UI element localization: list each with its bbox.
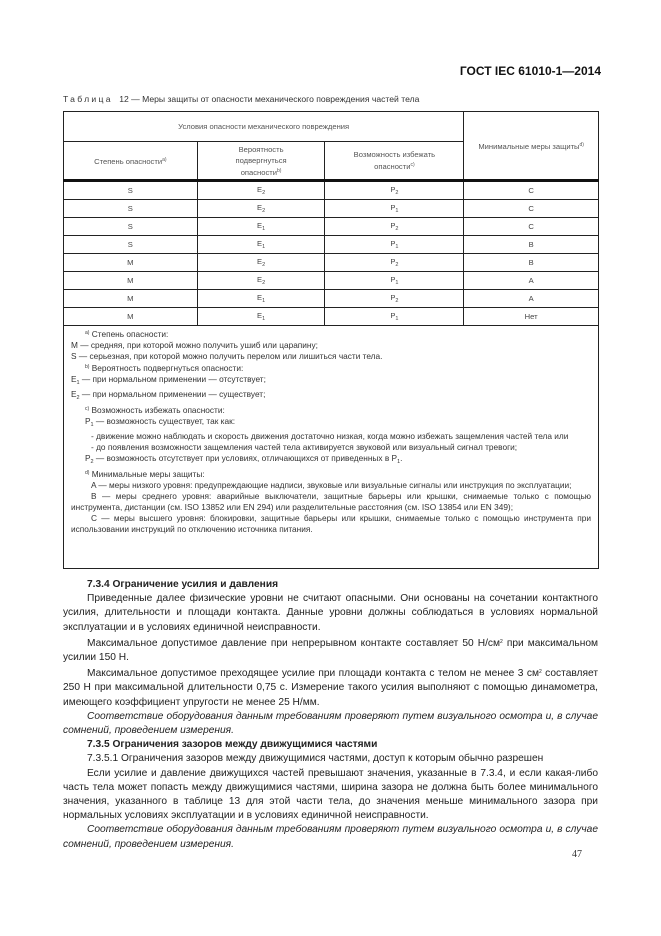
section-heading-7-3-5: 7.3.5 Ограничения зазоров между движущимися частями: [87, 739, 378, 751]
cell-exposure: $E_1$: [197, 290, 325, 308]
cell-measure: C: [464, 181, 599, 200]
table-row: [64, 236, 599, 254]
cell-exposure: $E_1$: [197, 218, 325, 236]
cell-exposure: $E_1$: [197, 236, 325, 254]
column-header-exposure: Вероятность подвергнуться опасности$^{b)}$: [197, 142, 325, 181]
paragraph: Если усилие и давление движущихся частей превышают значения, указанные в 7.3.4, и если какая-либо часть тела может попасть между движущимися частями, ширина зазора не должна быть более минимального значения, указанного в таблице 13 для этой части тела, до значения меньше минимального зазора при нормальных условиях эксплуатации и в условиях единичной неисправности.: [63, 767, 598, 822]
page-number: 47: [572, 849, 582, 860]
table-caption-prefix: Таблица: [63, 94, 113, 104]
table-row: [64, 181, 599, 200]
cell-avoidance: $P_2$: [325, 254, 464, 272]
cell-measure: A: [464, 272, 599, 290]
cell-avoidance: $P_2$: [325, 218, 464, 236]
note-c-p1: $P_1$ — возможность существует, так как:: [85, 416, 236, 428]
document-standard-code: ГОСТ IEC 61010-1—2014: [459, 64, 601, 78]
group-header: Условия опасности механического повреждения: [64, 112, 464, 142]
cell-measure: B: [464, 236, 599, 254]
note-d-b: B — меры среднего уровня: аварийные выключатели, защитные барьеры или крышки, снимаемые только с помощью инструмента, дистанции (см. ISO 13852 или EN 294) или разделительные расстояния (см. ISO 13854 или EN 349);: [71, 491, 591, 512]
note-c-p2: $P_2$ — возможность отсутствует при условиях, отличающихся от приведенных в $P_1$.: [85, 453, 403, 465]
table-row: [64, 200, 599, 218]
table-row: [64, 272, 599, 290]
note-c-p1-item1: - движение можно наблюдать и скорость движения достаточно низкая, когда можно избежать защемления частей тела или: [91, 431, 569, 441]
cell-severity: M: [64, 308, 198, 326]
paragraph: Максимальное допустимое преходящее усилие при площади контакта с телом не менее 3 $см^2$ составляет 250 Н при максимальной длительности 0,75 с. Измерение такого усилия выполняют с помощью динамометра, имеющего коэффициент упругости не менее 25 Н/мм.: [63, 668, 598, 708]
table-footnotes: [63, 326, 599, 569]
note-b-e1: $E_1$ — при нормальном применении — отсутствует;: [71, 374, 266, 386]
cell-measure: C: [464, 218, 599, 236]
table-row: [64, 218, 599, 236]
cell-measure: C: [464, 200, 599, 218]
cell-avoidance: $P_2$: [325, 290, 464, 308]
table-caption-text: 12 — Меры защиты от опасности механического повреждения частей тела: [119, 94, 420, 104]
note-a-s: S — серьезная, при которой можно получить перелом или лишиться части тела.: [71, 351, 383, 361]
compliance-check-paragraph: Соответствие оборудования данным требованиям проверяют путем визуального осмотра и, в случае сомнений, проведением измерения.: [63, 710, 598, 737]
compliance-check-paragraph: Соответствие оборудования данным требованиям проверяют путем визуального осмотра и, в случае сомнений, проведением измерения.: [63, 824, 598, 850]
column-header-min-measures: Минимальные меры защиты$^{d)}$: [464, 112, 599, 181]
note-b-e2: $E_2$ — при нормальном применении — существует;: [71, 389, 266, 401]
column-header-avoidance: Возможность избежать опасности$^{c)}$: [325, 142, 464, 181]
cell-avoidance: $P_1$: [325, 200, 464, 218]
note-b-title: $^{b)}$ Вероятность подвергнуться опасности:: [85, 363, 244, 373]
note-c-p1-item2: - до появления возможности защемления частей тела активируется звуковой или визуальный сигнал тревоги;: [91, 442, 518, 452]
cell-severity: S: [64, 181, 198, 200]
note-a-m: M — средняя, при которой можно получить ушиб или царапину;: [71, 340, 318, 350]
subsection-heading-7-3-5-1: 7.3.5.1 Ограничения зазоров между движущимися частями, доступ к которым обычно разрешен: [87, 753, 544, 765]
cell-severity: M: [64, 290, 198, 308]
cell-severity: S: [64, 236, 198, 254]
note-c-title: $^{c)}$ Возможность избежать опасности:: [85, 405, 225, 415]
note-d-title: $^{d)}$ Минимальные меры защиты:: [85, 469, 205, 479]
cell-exposure: $E_1$: [197, 308, 325, 326]
cell-avoidance: $P_2$: [325, 181, 464, 200]
cell-measure: B: [464, 254, 599, 272]
paragraph: Максимальное допустимое давление при непрерывном контакте составляет 50 $Н/см^2$ при максимальном усилии 150 Н.: [63, 637, 598, 664]
table-row: [64, 308, 599, 326]
table-caption: [63, 94, 419, 104]
note-d-c: C — меры высшего уровня: блокировки, защитные барьеры или крышки, снимаемые только с помощью инструмента при использовании инструкций по отключению источника питания.: [71, 513, 591, 534]
cell-avoidance: $P_1$: [325, 236, 464, 254]
cell-avoidance: $P_1$: [325, 308, 464, 326]
cell-exposure: $E_2$: [197, 254, 325, 272]
body-text: [63, 578, 598, 852]
cell-avoidance: $P_1$: [325, 272, 464, 290]
cell-exposure: $E_2$: [197, 272, 325, 290]
cell-measure: Нет: [464, 308, 599, 326]
table-row: [64, 254, 599, 272]
cell-severity: S: [64, 200, 198, 218]
note-a-title: $^{a)}$ Степень опасности:: [85, 329, 169, 339]
cell-exposure: $E_2$: [197, 200, 325, 218]
cell-exposure: $E_2$: [197, 181, 325, 200]
column-header-severity: Степень опасности$^{a)}$: [64, 142, 198, 181]
note-d-a: A — меры низкого уровня: предупреждающие надписи, звуковые или визуальные сигналы или инструкция по эксплуатации;: [91, 480, 572, 490]
cell-severity: S: [64, 218, 198, 236]
paragraph: Приведенные далее физические уровни не считают опасными. Они основаны на сочетании контактного усилия, длительности и площади контакта. Данные уровни должны соблюдаться в условиях нормальной эксплуатации и в условиях единичной неисправности.: [63, 593, 598, 633]
section-heading-7-3-4: 7.3.4 Ограничение усилия и давления: [87, 579, 279, 590]
table-row: [64, 290, 599, 308]
cell-severity: M: [64, 272, 198, 290]
cell-measure: A: [464, 290, 599, 308]
cell-severity: M: [64, 254, 198, 272]
protection-measures-table: [63, 111, 599, 326]
